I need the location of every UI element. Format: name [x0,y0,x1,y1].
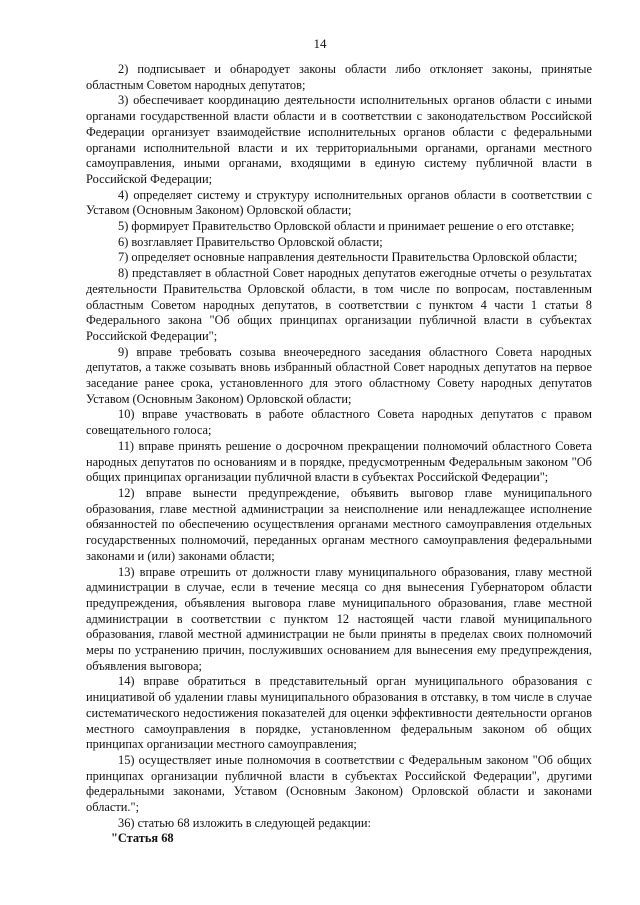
paragraph-item-5: 5) формирует Правительство Орловской области и принимает решение о его отставке; [118,219,575,234]
paragraph-item-4: 4) определяет систему и структуру исполнительных органов области в соответствии с Уставом (Основным Законом) Орловской области; [86,187,592,218]
paragraph-item-8: 8) представляет в областной Совет народных депутатов ежегодные отчеты о результатах деятельности Правительства Орловской области, в том числе по вопросам, поставленным областным Советом народных депутатов, в соответствии с пунктом 4 части 1 статьи 8 Федерального закона "Об общих принципах организации публичной власти в субъектах Российской Федерации"; [86,266,592,343]
paragraph-item-9: 9) вправе требовать созыва внеочередного заседания областного Совета народных депутатов, а также созывать вновь избранный областной Совет народных депутатов на первое заседание ранее срока, установленного для этого областному Совету народных депутатов Уставом (Основным Законом) Орловской области; [86,344,592,406]
paragraph-item-10: 10) вправе участвовать в работе областного Совета народных депутатов с правом совещательного голоса; [86,407,592,438]
page-number: 14 [313,36,327,51]
paragraph-item-3: 3) обеспечивает координацию деятельности исполнительных органов области с иными органами государственной власти области и в соответствии с законодательством Российской Федерации организует взаимодействие исполнительных органов области с федеральными органами исполнительной власти и их территориальными органами, органами местного самоуправления, иными органами, входящими в единую систему публичной власти в Российской Федерации; [86,93,592,186]
article-heading: "Статья 68 [111,831,174,846]
paragraph-item-12: 12) вправе вынести предупреждение, объявить выговор главе муниципального образования, главе местной администрации за неисполнение или ненадлежащее исполнение обязанностей по обеспечению осуществления органами местного самоуправления отдельных государственных полномочий, переданных органам местного самоуправления федеральными законами и (или) законами области; [86,485,592,563]
document-body [86,62,592,847]
paragraph-item-36: 36) статью 68 изложить в следующей редакции: [118,815,371,830]
paragraph-item-14: 14) вправе обратиться в представительный орган муниципального образования с инициативой об удалении главы муниципального образования в отставку, в том числе в случае систематического недостижения показателей для оценки эффективности деятельности органов местного самоуправления в порядке, установленном федеральным законом об общих принципах организации местного самоуправления; [86,674,592,752]
paragraph-item-2: 2) подписывает и обнародует законы области либо отклоняет законы, принятые областным Советом народных депутатов; [86,62,592,92]
paragraph-item-11: 11) вправе принять решение о досрочном прекращении полномочий областного Совета народных депутатов по основаниям и в порядке, предусмотренным Федеральным законом "Об общих принципах организации публичной власти в субъектах Российской Федерации"; [86,438,592,485]
paragraph-item-7: 7) определяет основные направления деятельности Правительства Орловской области; [118,250,578,265]
paragraph-item-15: 15) осуществляет иные полномочия в соответствии с Федеральным законом "Об общих принципах организации публичной власти в субъектах Российской Федерации", другими федеральными законами, Уставом (Основным Законом) Орловской области и законами области."; [86,752,592,815]
paragraph-item-6: 6) возглавляет Правительство Орловской области; [118,234,383,249]
paragraph-item-13: 13) вправе отрешить от должности главу муниципального образования, главу местной администрации в случае, если в течение месяца со дня вынесения Губернатором области предупреждения, объявления выговора главе муниципального образования, главе местной администрации в соответствии с пунктом 12 настоящей части главой муниципального образования, главой местной администрации не были приняты в пределах своих полномочий меры по устранению причин, послуживших основанием для вынесения ему предупреждения, объявления выговора; [86,564,592,673]
